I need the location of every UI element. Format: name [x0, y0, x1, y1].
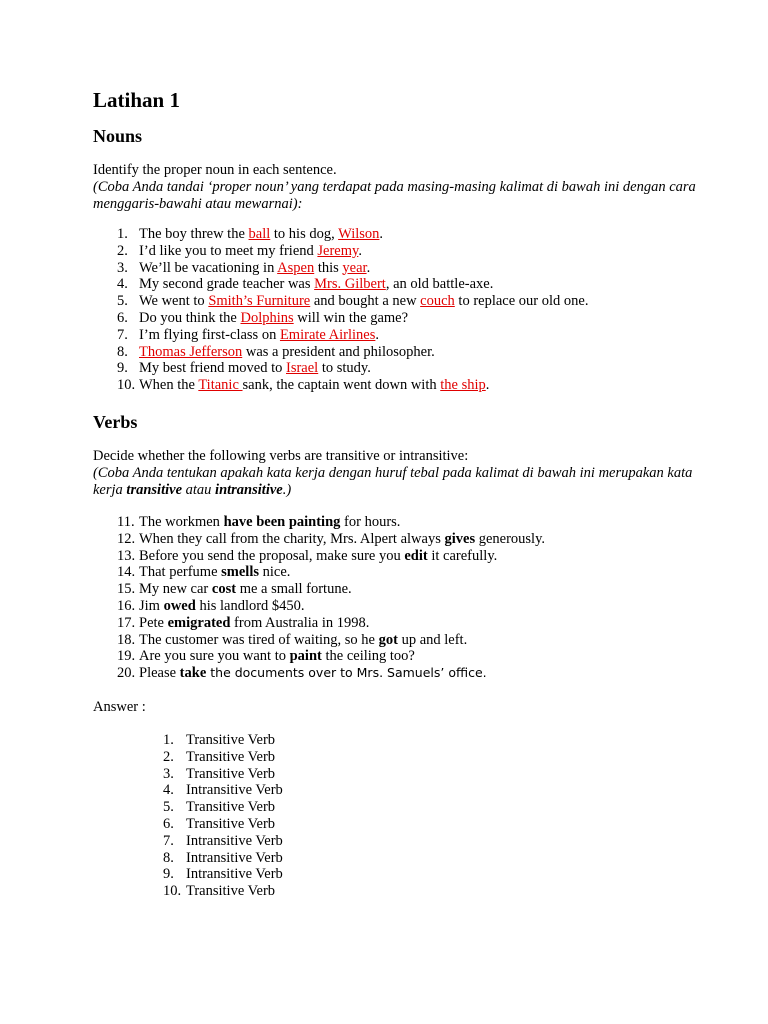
noun-sentence-item-text [139, 344, 435, 361]
sentence-fragment: Are you sure you want to [139, 648, 290, 665]
sentence-fragment: The customer was tired of waiting, so he [139, 631, 379, 648]
noun-sentence-item-number: 9. [117, 360, 128, 377]
sentence-fragment: . [375, 326, 380, 343]
nouns-instruction-en: Identify the proper noun in each sentence. [93, 162, 337, 178]
proper-noun: Smith’s Furniture [208, 293, 311, 310]
verb: edit [404, 547, 428, 564]
proper-noun: Dolphins [240, 309, 294, 326]
verb-sentence-item-text [139, 548, 497, 565]
sentence-fragment: When they call from the charity, Mrs. Alpert always [139, 530, 445, 547]
answer-label: Answer : [93, 699, 146, 715]
sentence-fragment: the ceiling too? [321, 648, 415, 665]
noun-sentence-item-text [139, 310, 408, 327]
sentence-fragment: to replace our old one. [454, 293, 589, 310]
noun-sentence-item-number: 1. [117, 226, 128, 242]
sentence-fragment: sank, the captain went down with [242, 377, 441, 394]
noun-sentence-item-number: 8. [117, 343, 128, 360]
sentence-fragment: up and left. [397, 631, 468, 648]
verbs-instruction [93, 448, 713, 498]
sentence-fragment: We went to [139, 293, 209, 310]
verb-sentence-item-text [139, 514, 400, 531]
page-title: Latihan 1 [93, 88, 180, 112]
nouns-heading: Nouns [93, 126, 143, 146]
verb-sentence-item-text [139, 598, 305, 615]
answer-item-text: Transitive Verb [186, 732, 276, 748]
noun-sentence-item-number: 2. [117, 242, 128, 259]
noun-sentence-item-text [139, 243, 362, 260]
verb: have been painting [223, 514, 341, 530]
proper-noun: Mrs. Gilbert [314, 276, 386, 293]
answer-item-number: 8. [163, 849, 174, 866]
verb-sentence-item-number: 17. [117, 614, 136, 631]
sentence-fragment: We’ll be vacationing in [139, 259, 278, 276]
verb: cost [211, 581, 237, 598]
nouns-instruction-id: (Coba Anda tandai ‘proper noun’ yang terdapat pada masing-masing kalimat di bawah ini dengan cara menggaris-bawahi atau mewarnai): [93, 178, 696, 212]
sentence-fragment: nice. [259, 564, 291, 581]
noun-sentence-item [117, 360, 588, 377]
noun-sentence-item-number: 5. [117, 293, 128, 310]
sentence-fragment: was a president and philosopher. [242, 343, 435, 360]
sentence-fragment: it carefully. [427, 547, 498, 564]
sentence-fragment: Before you send the proposal, make sure you [139, 547, 405, 564]
sentence-fragment: Please [139, 665, 180, 682]
sentence-fragment: to study. [318, 360, 371, 377]
sentence-fragment: The workmen [139, 514, 224, 530]
sentence-fragment: That perfume [139, 564, 222, 581]
answer-item-number: 5. [163, 799, 174, 816]
verb-sentence-item-number: 12. [117, 530, 136, 547]
sentence-fragment: . [379, 226, 384, 242]
answer-item-text: Intransitive Verb [186, 832, 283, 849]
verb-sentence-item [117, 564, 545, 581]
verb: take [179, 665, 207, 682]
verb-sentence-item-number: 11. [117, 514, 135, 530]
noun-sentence-item-number: 7. [117, 326, 128, 343]
bold-term: intransitive [215, 481, 283, 498]
proper-noun: Israel [286, 360, 319, 377]
noun-sentence-item [117, 310, 588, 327]
verbs-list [117, 514, 545, 682]
sentence-fragment: the documents over to Mrs. Samuels’ office. [206, 665, 487, 681]
verb-sentence-item [117, 514, 545, 531]
verb-sentence-item [117, 548, 545, 565]
sentence-fragment: me a small fortune. [236, 581, 352, 598]
proper-noun: Thomas Jefferson [139, 343, 243, 360]
proper-noun: Aspen [277, 259, 315, 276]
answer-item [163, 866, 283, 883]
proper-noun: couch [420, 293, 455, 310]
verb: got [378, 631, 398, 648]
verb-sentence-item [117, 615, 545, 632]
answer-item-number: 10. [163, 883, 182, 900]
sentence-fragment: My second grade teacher was [139, 276, 315, 293]
proper-noun: year [342, 259, 367, 276]
noun-sentence-item-text [139, 360, 371, 377]
sentence-fragment: Pete [139, 614, 168, 631]
proper-noun: the ship [440, 377, 486, 394]
answer-item [163, 732, 283, 749]
noun-sentence-item-text [139, 327, 379, 344]
answer-item-number: 3. [163, 765, 174, 782]
answer-item-number: 4. [163, 782, 174, 799]
verb-sentence-item-number: 13. [117, 547, 136, 564]
answer-item-number: 2. [163, 748, 174, 765]
sentence-fragment: I’m flying first-class on [139, 326, 280, 343]
proper-noun: Jeremy [317, 242, 359, 259]
verb-sentence-item-text [139, 665, 487, 682]
answer-item [163, 799, 283, 816]
noun-sentence-item [117, 293, 588, 310]
answer-item-number: 9. [163, 866, 174, 883]
verb-sentence-item [117, 665, 545, 682]
verb-sentence-item-number: 20. [117, 665, 136, 682]
sentence-fragment: . [366, 259, 371, 276]
sentence-fragment: My new car [139, 581, 212, 598]
sentence-fragment: I’d like you to meet my friend [139, 242, 318, 259]
verb-sentence-item-number: 14. [117, 564, 136, 581]
noun-sentence-item [117, 260, 588, 277]
proper-noun: Wilson [338, 226, 380, 242]
instruction-fragment: atau [182, 481, 216, 498]
verb-sentence-item-text [139, 564, 290, 581]
nouns-instruction [93, 162, 713, 212]
answer-item-text: Transitive Verb [186, 799, 276, 816]
answer-list [163, 732, 283, 900]
sentence-fragment: this [314, 259, 343, 276]
sentence-fragment: to his dog, [270, 226, 339, 242]
noun-sentence-item [117, 226, 588, 243]
sentence-fragment: for hours. [340, 514, 401, 530]
verb-sentence-item [117, 648, 545, 665]
noun-sentence-item-text [139, 260, 370, 277]
sentence-fragment: . [358, 242, 362, 259]
instruction-fragment: (Coba Anda tentukan apakah kata kerja dengan huruf tebal pada kalimat di bawah ini merupakan kata kerja [93, 464, 693, 498]
verb-sentence-item [117, 581, 545, 598]
answer-item [163, 850, 283, 867]
sentence-fragment: Jim [139, 597, 164, 614]
verb-sentence-item-number: 16. [117, 597, 136, 614]
verb-sentence-item-text [139, 648, 415, 665]
sentence-fragment: When the [139, 377, 199, 394]
answer-item [163, 766, 283, 783]
verb: gives [444, 530, 476, 547]
noun-sentence-item [117, 377, 588, 394]
verb-sentence-item-text [139, 581, 352, 598]
answer-item [163, 782, 283, 799]
noun-sentence-item-text [139, 226, 383, 243]
answer-item-number: 6. [163, 815, 174, 832]
answer-item [163, 883, 283, 900]
answer-item-text: Transitive Verb [186, 748, 276, 765]
noun-sentence-item-number: 10. [117, 377, 136, 394]
verb-sentence-item-number: 15. [117, 581, 136, 598]
sentence-fragment: My best friend moved to [139, 360, 286, 377]
verb-sentence-item [117, 598, 545, 615]
verb: paint [289, 648, 322, 665]
verb-sentence-item-number: 18. [117, 631, 136, 648]
sentence-fragment: , an old battle-axe. [385, 276, 494, 293]
noun-sentence-item-text [139, 293, 588, 310]
sentence-fragment: and bought a new [310, 293, 421, 310]
sentence-fragment: his landlord $450. [195, 597, 305, 614]
verb: smells [221, 564, 259, 581]
proper-noun: Titanic [198, 377, 243, 394]
verb-sentence-item-text [139, 632, 467, 649]
sentence-fragment: . [485, 377, 490, 394]
answer-item-text: Transitive Verb [186, 765, 276, 782]
noun-sentence-item [117, 276, 588, 293]
bold-term: transitive [126, 481, 183, 498]
sentence-fragment: will win the game? [293, 309, 409, 326]
noun-sentence-item-number: 6. [117, 309, 128, 326]
answer-item-number: 7. [163, 832, 174, 849]
verb-sentence-item [117, 531, 545, 548]
verbs-instruction-en: Decide whether the following verbs are transitive or intransitive: [93, 448, 469, 464]
noun-sentence-item [117, 327, 588, 344]
verbs-heading: Verbs [93, 412, 138, 432]
noun-sentence-item-text [139, 276, 493, 293]
sentence-fragment: Do you think the [139, 309, 241, 326]
verb-sentence-item-text [139, 531, 545, 548]
answer-item [163, 749, 283, 766]
verb: emigrated [167, 614, 231, 631]
proper-noun: Emirate Airlines [279, 326, 376, 343]
answer-item-number: 1. [163, 732, 174, 748]
noun-sentence-item [117, 344, 588, 361]
verb-sentence-item-text [139, 615, 369, 632]
noun-sentence-item-number: 4. [117, 276, 128, 293]
sentence-fragment: The boy threw the [139, 226, 249, 242]
sentence-fragment: from Australia in 1998. [230, 614, 370, 631]
noun-sentence-item-text [139, 377, 489, 394]
answer-item-text: Intransitive Verb [186, 866, 283, 883]
answer-item-text: Transitive Verb [186, 815, 276, 832]
answer-item-text: Intransitive Verb [186, 782, 283, 799]
verbs-instruction-id [93, 465, 692, 498]
noun-sentence-item [117, 243, 588, 260]
verb: owed [163, 597, 196, 614]
sentence-fragment: generously. [475, 530, 546, 547]
proper-noun: ball [248, 226, 271, 242]
answer-item-text: Intransitive Verb [186, 849, 283, 866]
verb-sentence-item-number: 19. [117, 648, 136, 665]
verb-sentence-item [117, 632, 545, 649]
instruction-fragment: .) [282, 481, 292, 498]
nouns-list [117, 226, 588, 394]
noun-sentence-item-number: 3. [117, 259, 128, 276]
answer-item-text: Transitive Verb [186, 883, 276, 900]
answer-item [163, 833, 283, 850]
answer-item [163, 816, 283, 833]
